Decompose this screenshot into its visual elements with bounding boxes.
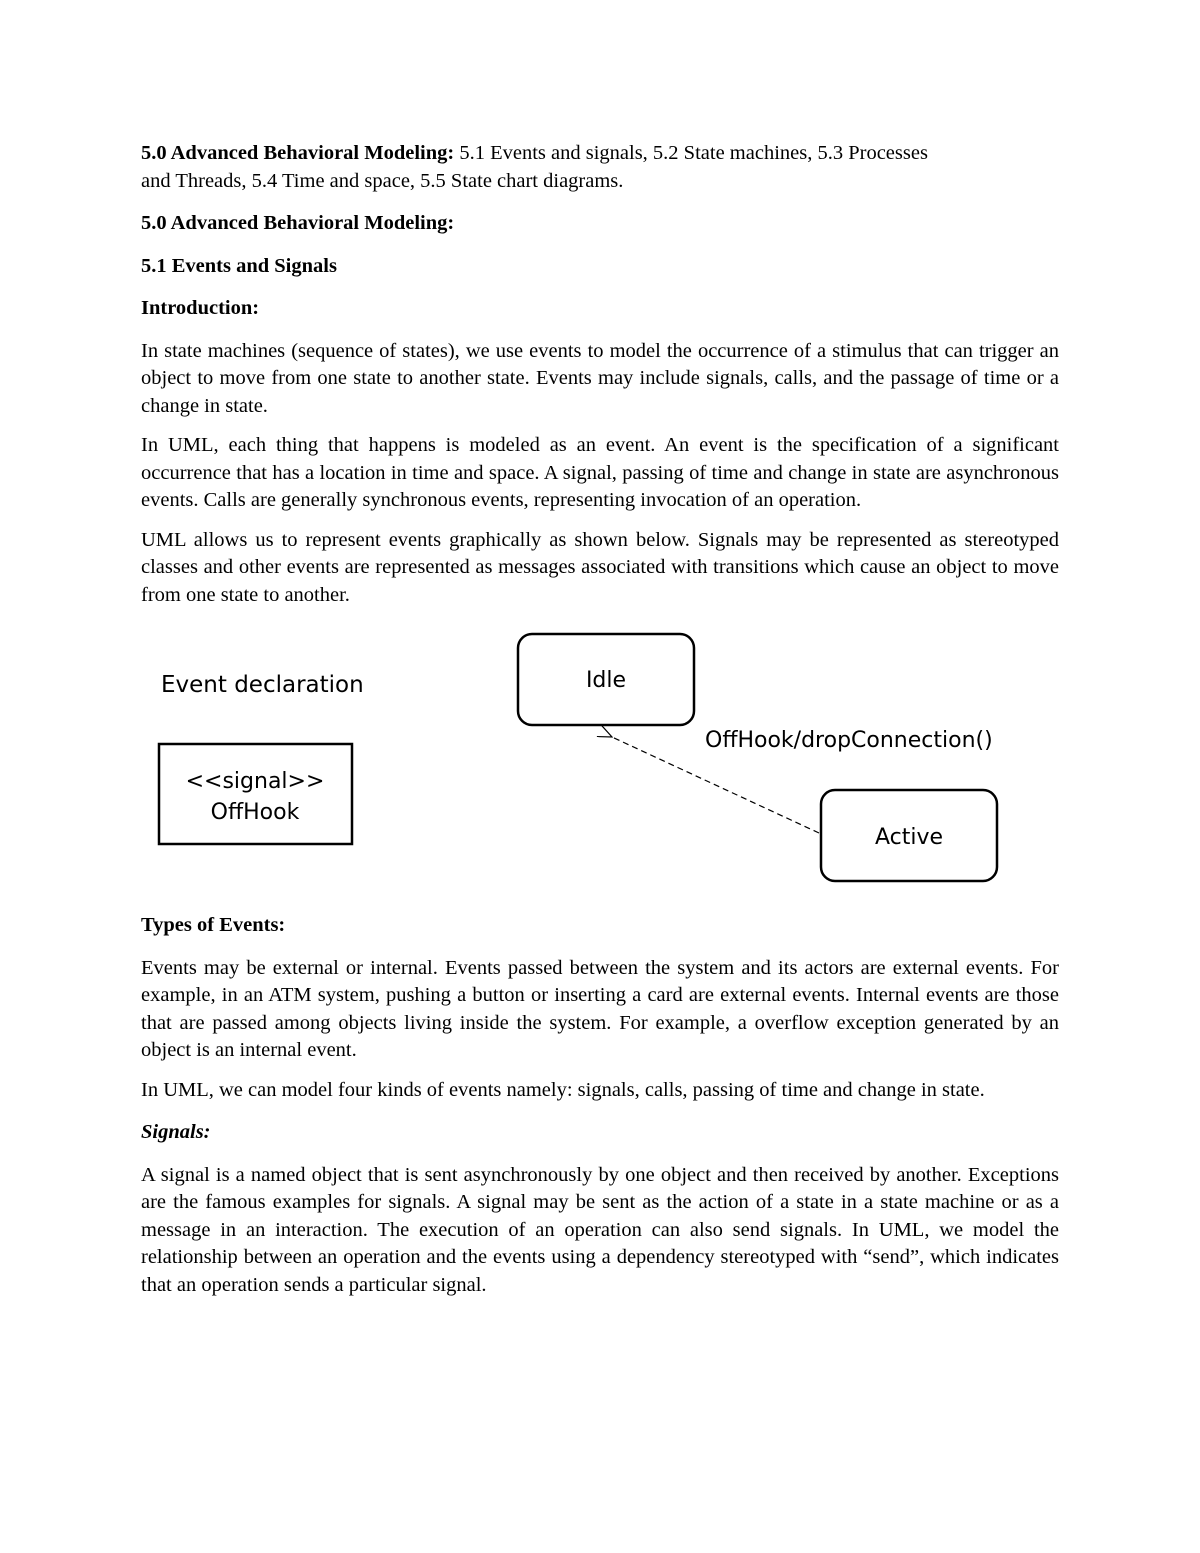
event-diagram-svg — [141, 627, 1059, 897]
state-idle-label: Idle — [585, 668, 627, 693]
signal-name-label: OffHook — [210, 800, 300, 825]
types-paragraph-1: Events may be external or internal. Events passed between the system and its actors are external events. For example, in an ATM system, pushing a button or inserting a card are external events. Internal events are those that are passed among objects living inside the system. For example, a overflow exception generated by an object is an internal event. — [141, 956, 1059, 1061]
signals-heading: Signals: — [141, 1121, 211, 1143]
transition-label: OffHook/dropConnection() — [705, 728, 993, 753]
types-heading: Types of Events: — [141, 914, 286, 936]
signals-paragraph: A signal is a named object that is sent asynchronously by one object and then received by another. Exceptions are the famous examples for signals. A signal may be sent as the action of a state in a state machine or as a message in an interaction. The execution of an operation can also send signals. In UML, we model the relationship between an operation and the events using a dependency stereotyped with “send”, which indicates that an operation sends a particular signal. — [141, 1163, 1059, 1296]
document-header — [141, 140, 1059, 195]
state-active-label: Active — [874, 825, 944, 850]
intro-paragraph-1: In state machines (sequence of states), we use events to model the occurrence of a stimulus that can trigger an object to move from one state to another state. Events may include signals, calls, and the passage of time or a change in state. — [141, 339, 1059, 417]
signal-class-box — [159, 744, 352, 844]
header-topics-line2: and Threads, 5.4 Time and space, 5.5 State chart diagrams. — [141, 169, 624, 192]
types-paragraph-2: In UML, we can model four kinds of events namely: signals, calls, passing of time and change in state. — [141, 1078, 985, 1101]
intro-heading: Introduction: — [141, 297, 260, 319]
section-heading: 5.0 Advanced Behavioral Modeling: — [141, 212, 455, 234]
signal-stereotype-label: <<signal>> — [185, 769, 325, 794]
intro-paragraph-3: UML allows us to represent events graphically as shown below. Signals may be represented as stereotyped classes and other events are represented as messages associated with transitions which cause an object to move from one state to another. — [141, 528, 1059, 606]
header-topics-line1: 5.1 Events and signals, 5.2 State machines, 5.3 Processes — [454, 142, 928, 164]
event-declaration-label: Event declaration — [161, 672, 364, 698]
event-diagram — [141, 627, 1059, 897]
document-page — [141, 140, 1059, 1299]
subsection-heading: 5.1 Events and Signals — [141, 254, 337, 277]
header-title-bold: 5.0 Advanced Behavioral Modeling: — [141, 142, 455, 164]
intro-paragraph-2: In UML, each thing that happens is modeled as an event. An event is the specification of a significant occurrence that has a location in time and space. A signal, passing of time and change in state are asynchronous events. Calls are generally synchronous events, representing invocation of an operation. — [141, 434, 1059, 511]
